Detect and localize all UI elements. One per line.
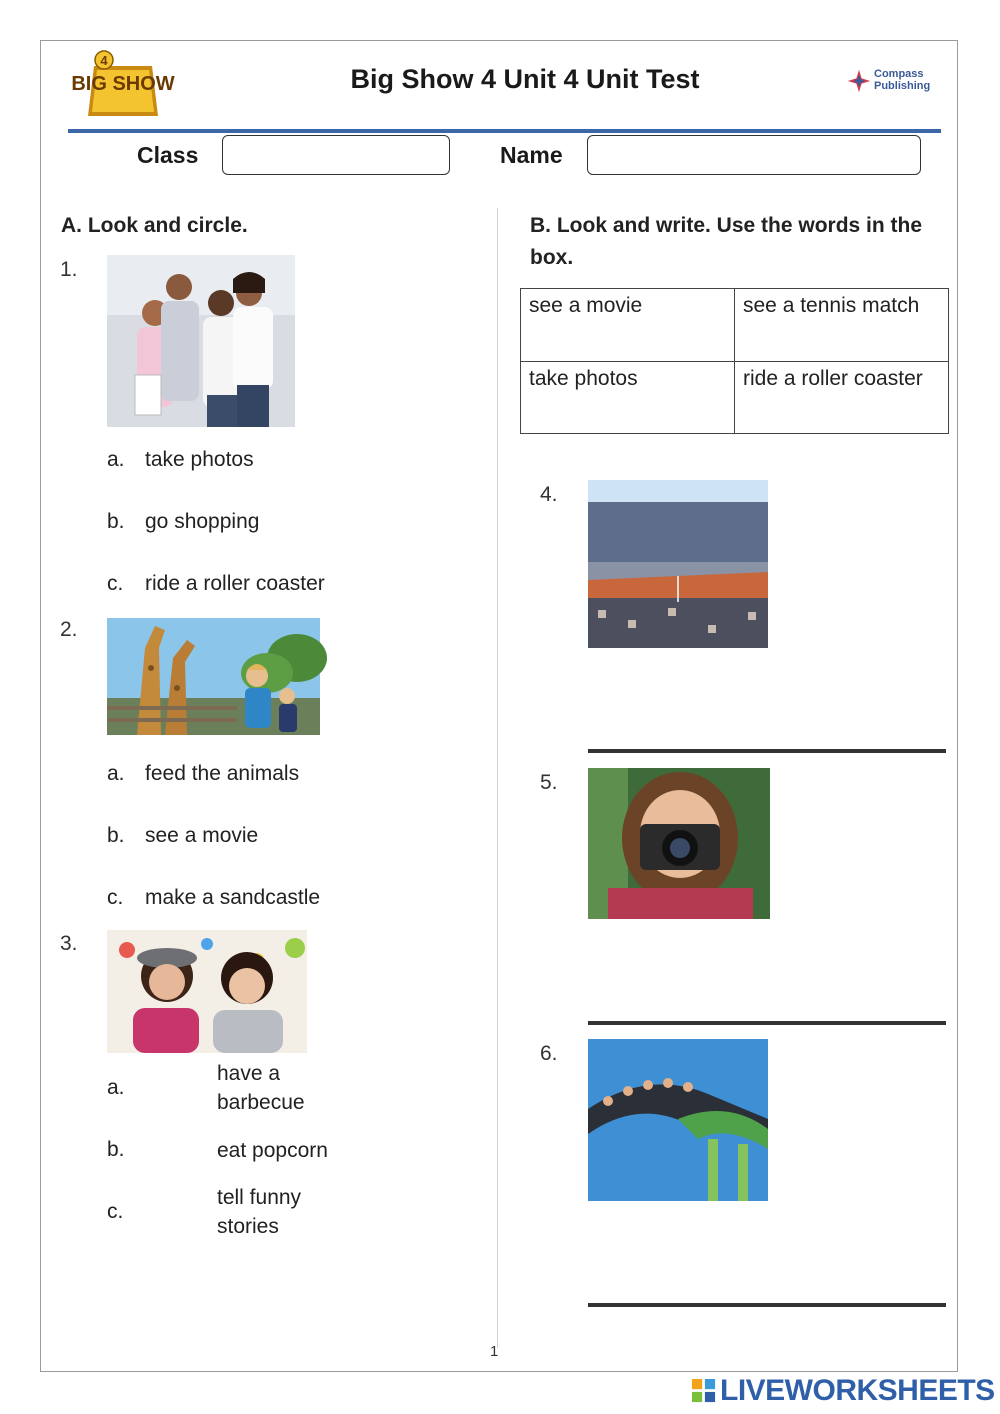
option-row[interactable] xyxy=(107,759,299,788)
name-label: Name xyxy=(500,142,563,168)
option-letter: c. xyxy=(107,886,124,909)
option-letter: c. xyxy=(107,572,124,595)
section-a-title: A. Look and circle. xyxy=(61,214,248,237)
question-number: 2. xyxy=(60,618,78,641)
page-number: 1 xyxy=(490,1343,499,1360)
giraffe-zoo-photo xyxy=(107,618,320,735)
question-number: 4. xyxy=(540,483,558,506)
word-box-cell: see a movie xyxy=(521,289,735,362)
option-text: take photos xyxy=(145,448,254,471)
section-b-title: B. Look and write. Use the words in the box. xyxy=(530,214,923,269)
answer-line-4[interactable] xyxy=(588,749,946,753)
header-rule xyxy=(68,129,941,133)
option-text: see a movie xyxy=(145,824,259,847)
word-box-cell: take photos xyxy=(521,361,735,434)
option-letter: b. xyxy=(107,824,125,847)
class-label: Class xyxy=(137,142,199,168)
option-text: make a sandcastle xyxy=(145,886,321,909)
family-shopping-photo xyxy=(107,255,295,427)
liveworksheets-brand[interactable] xyxy=(692,1374,995,1408)
option-row[interactable] xyxy=(107,883,320,912)
publisher-logo xyxy=(846,66,936,98)
option-row[interactable] xyxy=(107,507,259,536)
option-text[interactable]: eat popcorn xyxy=(217,1139,328,1162)
option-letter: b. xyxy=(107,1138,125,1161)
question-number: 1. xyxy=(60,258,78,281)
option-text[interactable]: tell funny stories xyxy=(217,1186,302,1238)
option-letter: b. xyxy=(107,510,125,533)
name-input[interactable] xyxy=(587,135,921,175)
option-letter: a. xyxy=(107,448,125,471)
logo-number: 4 xyxy=(100,53,108,68)
girl-camera-photo xyxy=(588,768,770,919)
option-row[interactable] xyxy=(107,445,254,474)
question-number: 6. xyxy=(540,1042,558,1065)
option-text: ride a roller coaster xyxy=(145,572,325,595)
word-box-cell: ride a roller coaster xyxy=(735,361,949,434)
question-number: 3. xyxy=(60,932,78,955)
option-text: feed the animals xyxy=(145,762,300,785)
roller-coaster-photo xyxy=(588,1039,768,1201)
option-text: go shopping xyxy=(145,510,260,533)
liveworksheets-logo-icon xyxy=(692,1379,716,1403)
publisher-name: Compass Publishing xyxy=(874,68,931,92)
option-letter: a. xyxy=(107,1076,125,1099)
answer-line-6[interactable] xyxy=(588,1303,946,1307)
option-row[interactable] xyxy=(107,821,258,850)
column-divider xyxy=(497,208,498,1348)
question-number: 5. xyxy=(540,771,558,794)
answer-line-5[interactable] xyxy=(588,1021,946,1025)
class-input[interactable] xyxy=(222,135,450,175)
girls-laughing-photo xyxy=(107,930,307,1053)
logo-text: BIG SHOW xyxy=(71,73,175,95)
compass-star-icon xyxy=(846,68,872,94)
word-box xyxy=(520,288,949,434)
page-title: Big Show 4 Unit 4 Unit Test xyxy=(350,64,700,94)
big-show-logo xyxy=(71,46,175,120)
word-box-cell: see a tennis match xyxy=(735,289,949,362)
brand-name: LIVEWORKSHEETS xyxy=(720,1374,995,1407)
option-text[interactable]: have a barbecue xyxy=(217,1062,305,1114)
option-letter: a. xyxy=(107,762,125,785)
option-letter: c. xyxy=(107,1200,124,1223)
tennis-stadium-photo xyxy=(588,480,768,648)
option-row[interactable] xyxy=(107,569,325,598)
